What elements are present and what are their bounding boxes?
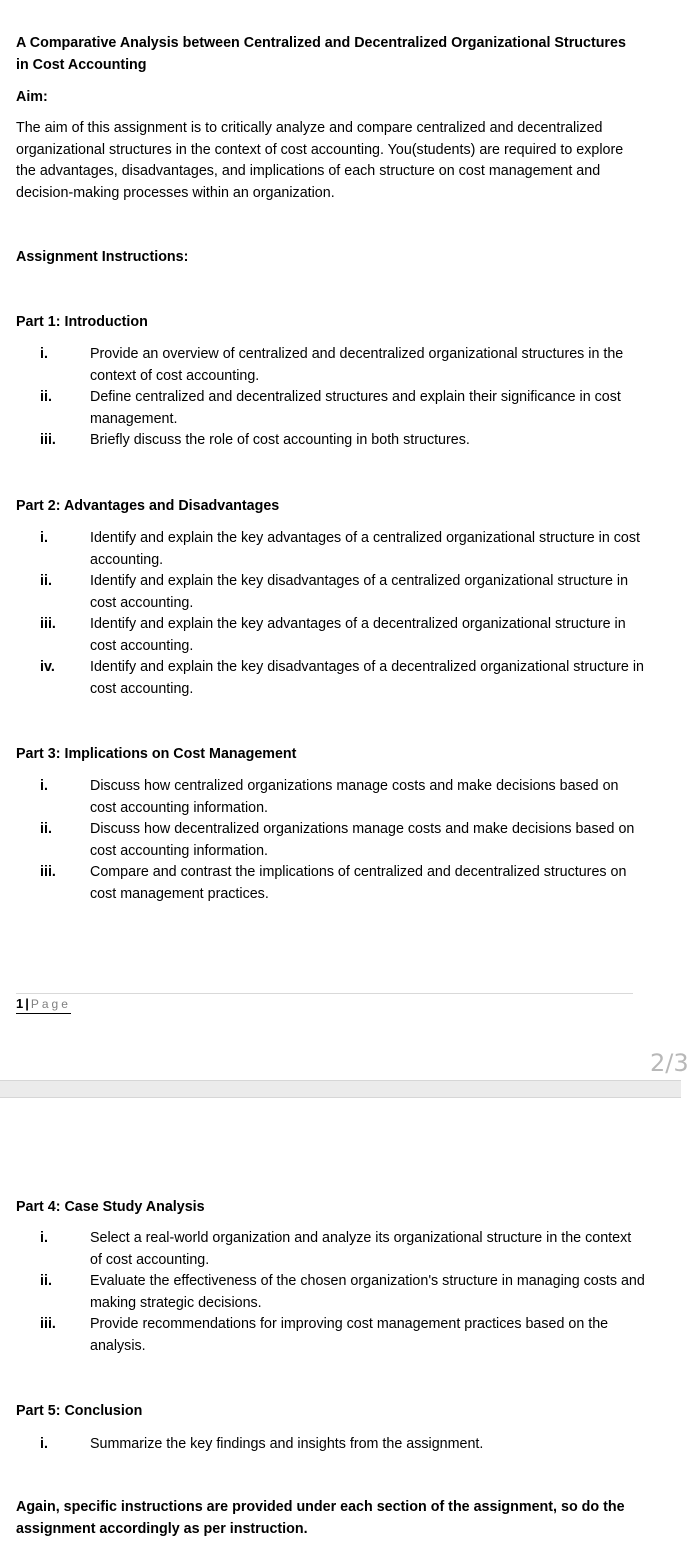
list-item-number: iii. xyxy=(40,864,56,880)
list-item-number: iv. xyxy=(40,659,55,675)
list-item xyxy=(16,528,646,571)
page-separator xyxy=(0,1080,681,1098)
list-item-number: iii. xyxy=(40,616,56,632)
list-item-text: Discuss how decentralized organizations manage costs and make decisions based on cost accounting information. xyxy=(90,821,635,859)
list-item-text: Define centralized and decentralized structures and explain their significance in cost management. xyxy=(90,389,621,427)
list-item xyxy=(16,819,646,862)
part5-list xyxy=(16,1434,646,1456)
instructions-heading: Assignment Instructions: xyxy=(16,249,189,265)
part3-list xyxy=(16,776,646,905)
list-item xyxy=(16,657,646,700)
list-item-text: Summarize the key findings and insights from the assignment. xyxy=(90,1436,484,1452)
footer-page-number: 1 xyxy=(16,996,24,1011)
list-item-number: i. xyxy=(40,778,48,794)
list-item-text: Identify and explain the key advantages of a decentralized organizational structure in cost accounting. xyxy=(90,616,626,654)
document-page-2 xyxy=(0,1098,681,1560)
list-item xyxy=(16,1271,646,1314)
list-item-text: Select a real-world organization and analyze its organizational structure in the context of cost accounting. xyxy=(90,1230,632,1268)
list-item-text: Identify and explain the key disadvantages of a centralized organizational structure in cost accounting. xyxy=(90,573,629,611)
list-item xyxy=(16,1314,646,1357)
part1-heading: Part 1: Introduction xyxy=(16,314,148,330)
list-item-number: ii. xyxy=(40,821,52,837)
footer-divider xyxy=(16,993,633,994)
list-item-text: Identify and explain the key advantages of a centralized organizational structure in cost accounting. xyxy=(90,530,640,568)
list-item-text: Provide recommendations for improving cost management practices based on the analysis. xyxy=(90,1316,609,1354)
list-item-text: Evaluate the effectiveness of the chosen organization's structure in managing costs and making strategic decisions. xyxy=(90,1273,645,1311)
list-item xyxy=(16,1434,646,1456)
list-item-text: Discuss how centralized organizations manage costs and make decisions based on cost accounting information. xyxy=(90,778,619,816)
list-item-text: Briefly discuss the role of cost accounting in both structures. xyxy=(90,432,470,448)
list-item-number: i. xyxy=(40,530,48,546)
list-item-number: ii. xyxy=(40,1273,52,1289)
page-footer xyxy=(16,995,71,1014)
aim-heading: Aim: xyxy=(16,89,48,105)
list-item-number: i. xyxy=(40,346,48,362)
footer-page-label: Page xyxy=(30,997,71,1011)
list-item xyxy=(16,862,646,905)
list-item xyxy=(16,344,646,387)
list-item-text: Identify and explain the key disadvantages of a decentralized organizational structure in cost accounting. xyxy=(90,659,644,697)
list-item-text: Compare and contrast the implications of centralized and decentralized structures on cost management practices. xyxy=(90,864,627,902)
list-item xyxy=(16,387,646,430)
part2-list xyxy=(16,528,646,700)
closing-note: Again, specific instructions are provided under each section of the assignment, so do the assignment accordingly as per instruction. xyxy=(16,1499,625,1537)
part1-list xyxy=(16,344,646,452)
list-item-number: ii. xyxy=(40,573,52,589)
part3-heading: Part 3: Implications on Cost Management xyxy=(16,746,297,762)
list-item-number: ii. xyxy=(40,389,52,405)
document-title: A Comparative Analysis between Centralized and Decentralized Organizational Structures in Cost Accounting xyxy=(16,35,626,73)
page-indicator: 2/3 xyxy=(650,1049,689,1077)
list-item xyxy=(16,614,646,657)
list-item xyxy=(16,430,646,452)
aim-paragraph: The aim of this assignment is to critically analyze and compare centralized and decentralized organizational structures in the context of cost accounting. You(students) are required to explore the advantages, disadvantages, and implications of each structure on cost management and decision-making processes within an organization. xyxy=(16,120,624,201)
part5-heading: Part 5: Conclusion xyxy=(16,1403,143,1419)
list-item-number: i. xyxy=(40,1436,48,1452)
list-item-number: iii. xyxy=(40,432,56,448)
list-item xyxy=(16,776,646,819)
part4-list xyxy=(16,1228,646,1357)
list-item-number: i. xyxy=(40,1230,48,1246)
list-item-number: iii. xyxy=(40,1316,56,1332)
part4-heading: Part 4: Case Study Analysis xyxy=(16,1199,205,1215)
part2-heading: Part 2: Advantages and Disadvantages xyxy=(16,498,280,514)
list-item-text: Provide an overview of centralized and decentralized organizational structures in the context of cost accounting. xyxy=(90,346,624,384)
list-item xyxy=(16,1228,646,1271)
footer-separator: | xyxy=(25,996,29,1011)
list-item xyxy=(16,571,646,614)
